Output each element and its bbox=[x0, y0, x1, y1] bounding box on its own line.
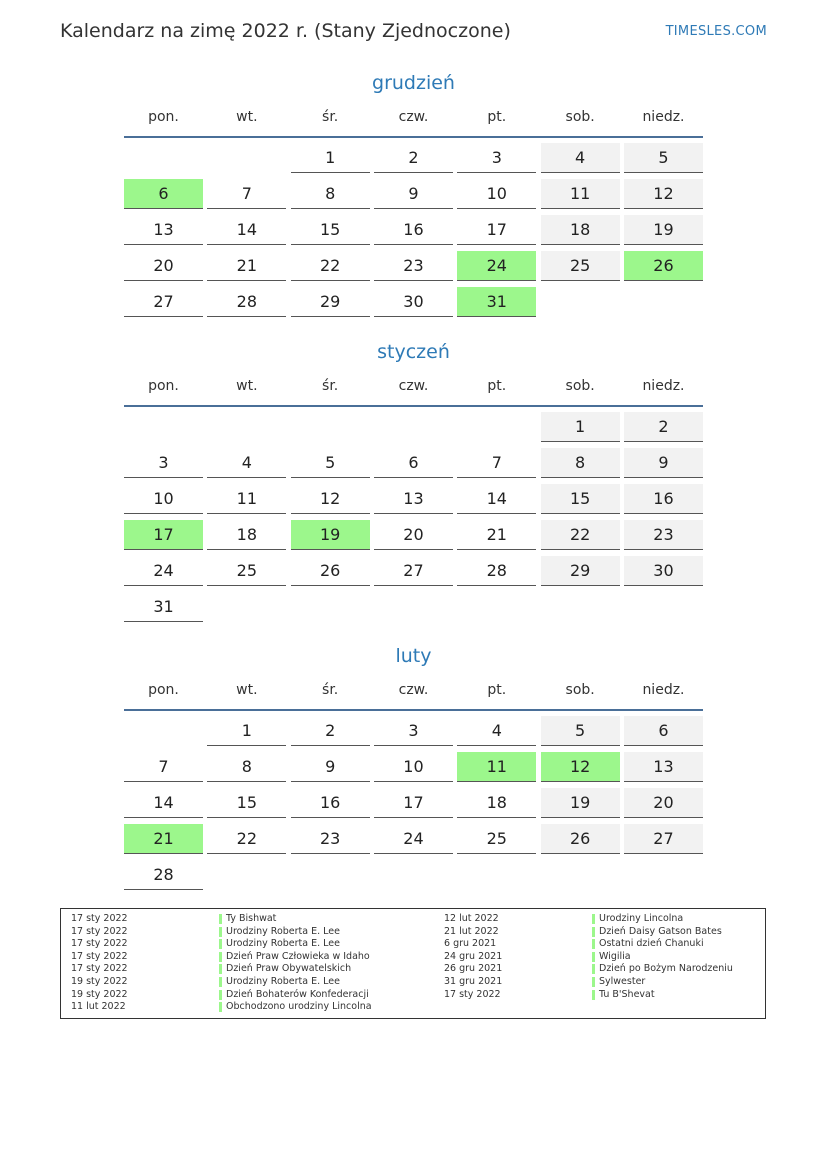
day-cell: 28 bbox=[207, 287, 286, 317]
holiday-day-cell: 21 bbox=[124, 824, 203, 854]
day-cell: 23 bbox=[374, 251, 453, 281]
header-divider bbox=[124, 405, 703, 407]
day-cell: 16 bbox=[291, 788, 370, 818]
day-cell: 10 bbox=[374, 752, 453, 782]
day-cell: 30 bbox=[374, 287, 453, 317]
day-cell: 27 bbox=[374, 556, 453, 586]
week-row bbox=[124, 592, 703, 623]
day-cell: 23 bbox=[624, 520, 703, 550]
week-row bbox=[124, 556, 703, 587]
holiday-date: 17 sty 2022 bbox=[71, 913, 128, 924]
day-cell: 14 bbox=[124, 788, 203, 818]
holiday-list bbox=[60, 908, 766, 1019]
day-cell: 25 bbox=[457, 824, 536, 854]
day-cell: 20 bbox=[124, 251, 203, 281]
day-cell: 3 bbox=[457, 143, 536, 173]
day-cell: 24 bbox=[124, 556, 203, 586]
month-title: styczeń bbox=[377, 341, 450, 363]
day-cell: 13 bbox=[124, 215, 203, 245]
day-cell: 10 bbox=[457, 179, 536, 209]
day-cell: 7 bbox=[207, 179, 286, 209]
empty-day-cell bbox=[207, 412, 286, 441]
week-row bbox=[124, 287, 703, 318]
day-cell: 21 bbox=[457, 520, 536, 550]
month-0 bbox=[124, 68, 703, 318]
holiday-day-cell: 24 bbox=[457, 251, 536, 281]
day-cell: 16 bbox=[624, 484, 703, 514]
empty-day-cell bbox=[457, 412, 536, 441]
day-cell: 30 bbox=[624, 556, 703, 586]
weekday-label: pon. bbox=[148, 682, 179, 698]
weekday-label: pt. bbox=[487, 682, 507, 698]
holiday-name: Tu B'Shevat bbox=[592, 989, 655, 1002]
weekday-label: pt. bbox=[487, 378, 507, 394]
holiday-date: 26 gru 2021 bbox=[444, 963, 503, 975]
weekday-label: sob. bbox=[565, 682, 595, 698]
holiday-name: Ostatni dzień Chanuki bbox=[592, 938, 704, 951]
day-cell: 13 bbox=[624, 752, 703, 782]
day-cell: 27 bbox=[624, 824, 703, 854]
holiday-name: Obchodzono urodziny Lincolna bbox=[219, 1001, 372, 1014]
day-cell: 5 bbox=[291, 448, 370, 478]
day-cell: 28 bbox=[457, 556, 536, 586]
day-cell: 8 bbox=[207, 752, 286, 782]
day-cell: 2 bbox=[624, 412, 703, 442]
holiday-name: Urodziny Roberta E. Lee bbox=[219, 976, 340, 989]
day-cell: 9 bbox=[291, 752, 370, 782]
week-row bbox=[124, 412, 703, 443]
holiday-date: 17 sty 2022 bbox=[71, 950, 128, 962]
day-cell: 27 bbox=[124, 287, 203, 317]
week-row bbox=[124, 520, 703, 551]
empty-day-cell bbox=[457, 592, 536, 621]
holiday-date: 17 sty 2022 bbox=[71, 963, 128, 975]
holiday-date: 12 lut 2022 bbox=[444, 913, 499, 924]
holiday-day-cell: 31 bbox=[457, 287, 536, 317]
day-cell: 1 bbox=[291, 143, 370, 173]
week-row bbox=[124, 788, 703, 819]
holiday-day-cell: 11 bbox=[457, 752, 536, 782]
holiday-date: 17 sty 2022 bbox=[71, 938, 128, 950]
holiday-date: 19 sty 2022 bbox=[71, 988, 128, 1000]
header-divider bbox=[124, 136, 703, 138]
holiday-name: Dzień Daisy Gatson Bates bbox=[592, 926, 722, 939]
week-row bbox=[124, 179, 703, 210]
day-cell: 29 bbox=[291, 287, 370, 317]
empty-day-cell bbox=[374, 592, 453, 621]
week-row bbox=[124, 824, 703, 855]
day-cell: 9 bbox=[624, 448, 703, 478]
week-row bbox=[124, 251, 703, 282]
day-cell: 29 bbox=[541, 556, 620, 586]
weekday-label: śr. bbox=[322, 109, 339, 125]
day-cell: 4 bbox=[457, 716, 536, 746]
day-cell: 25 bbox=[207, 556, 286, 586]
day-cell: 7 bbox=[457, 448, 536, 478]
day-cell: 3 bbox=[124, 448, 203, 478]
empty-day-cell bbox=[457, 860, 536, 889]
holiday-date: 17 sty 2022 bbox=[71, 925, 128, 937]
day-cell: 8 bbox=[541, 448, 620, 478]
day-cell: 22 bbox=[207, 824, 286, 854]
empty-day-cell bbox=[207, 592, 286, 621]
week-row bbox=[124, 143, 703, 174]
day-cell: 19 bbox=[624, 215, 703, 245]
day-cell: 12 bbox=[624, 179, 703, 209]
empty-day-cell bbox=[291, 412, 370, 441]
weekday-label: pt. bbox=[487, 109, 507, 125]
brand-link[interactable]: TIMESLES.COM bbox=[665, 24, 767, 39]
month-title: luty bbox=[395, 645, 432, 667]
empty-day-cell bbox=[624, 860, 703, 889]
day-cell: 9 bbox=[374, 179, 453, 209]
empty-day-cell bbox=[124, 143, 203, 172]
empty-day-cell bbox=[541, 860, 620, 889]
day-cell: 5 bbox=[541, 716, 620, 746]
holiday-name: Dzień Praw Człowieka w Idaho bbox=[219, 951, 370, 964]
empty-day-cell bbox=[207, 143, 286, 172]
day-cell: 23 bbox=[291, 824, 370, 854]
week-row bbox=[124, 484, 703, 515]
weekday-header bbox=[124, 108, 703, 134]
holiday-day-cell: 12 bbox=[541, 752, 620, 782]
day-cell: 18 bbox=[541, 215, 620, 245]
day-cell: 5 bbox=[624, 143, 703, 173]
header-divider bbox=[124, 709, 703, 711]
empty-day-cell bbox=[207, 860, 286, 889]
holiday-name: Wigilia bbox=[592, 951, 631, 964]
day-cell: 22 bbox=[541, 520, 620, 550]
day-cell: 26 bbox=[541, 824, 620, 854]
week-row bbox=[124, 752, 703, 783]
weekday-header bbox=[124, 377, 703, 403]
day-cell: 11 bbox=[207, 484, 286, 514]
day-cell: 15 bbox=[207, 788, 286, 818]
weekday-label: sob. bbox=[565, 378, 595, 394]
holiday-date: 19 sty 2022 bbox=[71, 975, 128, 987]
weekday-label: czw. bbox=[398, 109, 429, 125]
day-cell: 28 bbox=[124, 860, 203, 890]
day-cell: 18 bbox=[207, 520, 286, 550]
empty-day-cell bbox=[374, 412, 453, 441]
weekday-label: wt. bbox=[236, 682, 258, 698]
day-cell: 2 bbox=[291, 716, 370, 746]
empty-day-cell bbox=[124, 716, 203, 745]
holiday-name: Dzień po Bożym Narodzeniu bbox=[592, 963, 733, 976]
empty-day-cell bbox=[624, 287, 703, 316]
holiday-day-cell: 17 bbox=[124, 520, 203, 550]
holiday-name: Sylwester bbox=[592, 976, 645, 989]
holiday-date: 24 gru 2021 bbox=[444, 950, 503, 962]
week-row bbox=[124, 716, 703, 747]
week-row bbox=[124, 215, 703, 246]
holiday-name: Dzień Bohaterów Konfederacji bbox=[219, 989, 369, 1002]
holiday-name: Urodziny Roberta E. Lee bbox=[219, 938, 340, 951]
day-cell: 1 bbox=[541, 412, 620, 442]
weekday-label: czw. bbox=[398, 378, 429, 394]
day-cell: 25 bbox=[541, 251, 620, 281]
day-cell: 24 bbox=[374, 824, 453, 854]
empty-day-cell bbox=[541, 592, 620, 621]
weekday-label: wt. bbox=[236, 378, 258, 394]
day-cell: 10 bbox=[124, 484, 203, 514]
month-2 bbox=[124, 641, 703, 891]
day-cell: 26 bbox=[291, 556, 370, 586]
day-cell: 15 bbox=[291, 215, 370, 245]
weekday-label: niedz. bbox=[642, 682, 685, 698]
empty-day-cell bbox=[624, 592, 703, 621]
holiday-date: 31 gru 2021 bbox=[444, 975, 503, 987]
week-row bbox=[124, 448, 703, 479]
holiday-day-cell: 26 bbox=[624, 251, 703, 281]
day-cell: 16 bbox=[374, 215, 453, 245]
week-row bbox=[124, 860, 703, 891]
day-cell: 3 bbox=[374, 716, 453, 746]
weekday-label: niedz. bbox=[642, 109, 685, 125]
day-cell: 19 bbox=[541, 788, 620, 818]
day-cell: 20 bbox=[624, 788, 703, 818]
empty-day-cell bbox=[291, 860, 370, 889]
empty-day-cell bbox=[124, 412, 203, 441]
holiday-date: 21 lut 2022 bbox=[444, 925, 499, 937]
weekday-label: sob. bbox=[565, 109, 595, 125]
day-cell: 8 bbox=[291, 179, 370, 209]
day-cell: 11 bbox=[541, 179, 620, 209]
day-cell: 4 bbox=[541, 143, 620, 173]
holiday-day-cell: 19 bbox=[291, 520, 370, 550]
weekday-label: śr. bbox=[322, 682, 339, 698]
day-cell: 15 bbox=[541, 484, 620, 514]
day-cell: 6 bbox=[374, 448, 453, 478]
holiday-name: Dzień Praw Obywatelskich bbox=[219, 963, 351, 976]
day-cell: 31 bbox=[124, 592, 203, 622]
day-cell: 1 bbox=[207, 716, 286, 746]
weekday-label: niedz. bbox=[642, 378, 685, 394]
weekday-label: wt. bbox=[236, 109, 258, 125]
holiday-date: 6 gru 2021 bbox=[444, 938, 497, 950]
holiday-name: Urodziny Roberta E. Lee bbox=[219, 926, 340, 939]
day-cell: 18 bbox=[457, 788, 536, 818]
empty-day-cell bbox=[541, 287, 620, 316]
day-cell: 17 bbox=[457, 215, 536, 245]
day-cell: 7 bbox=[124, 752, 203, 782]
weekday-header bbox=[124, 681, 703, 707]
day-cell: 14 bbox=[207, 215, 286, 245]
month-title: grudzień bbox=[372, 72, 455, 94]
day-cell: 21 bbox=[207, 251, 286, 281]
weekday-label: czw. bbox=[398, 682, 429, 698]
day-cell: 2 bbox=[374, 143, 453, 173]
month-1 bbox=[124, 337, 703, 623]
weekday-label: pon. bbox=[148, 378, 179, 394]
day-cell: 12 bbox=[291, 484, 370, 514]
day-cell: 6 bbox=[624, 716, 703, 746]
empty-day-cell bbox=[374, 860, 453, 889]
empty-day-cell bbox=[291, 592, 370, 621]
holiday-day-cell: 6 bbox=[124, 179, 203, 209]
page-title: Kalendarz na zimę 2022 r. (Stany Zjednoczone) bbox=[60, 20, 511, 42]
weekday-label: śr. bbox=[322, 378, 339, 394]
holiday-name: Ty Bishwat bbox=[219, 913, 276, 926]
day-cell: 17 bbox=[374, 788, 453, 818]
day-cell: 22 bbox=[291, 251, 370, 281]
day-cell: 20 bbox=[374, 520, 453, 550]
holiday-name: Urodziny Lincolna bbox=[592, 913, 683, 926]
day-cell: 13 bbox=[374, 484, 453, 514]
holiday-date: 11 lut 2022 bbox=[71, 1001, 126, 1013]
holiday-date: 17 sty 2022 bbox=[444, 988, 501, 1000]
weekday-label: pon. bbox=[148, 109, 179, 125]
day-cell: 4 bbox=[207, 448, 286, 478]
day-cell: 14 bbox=[457, 484, 536, 514]
